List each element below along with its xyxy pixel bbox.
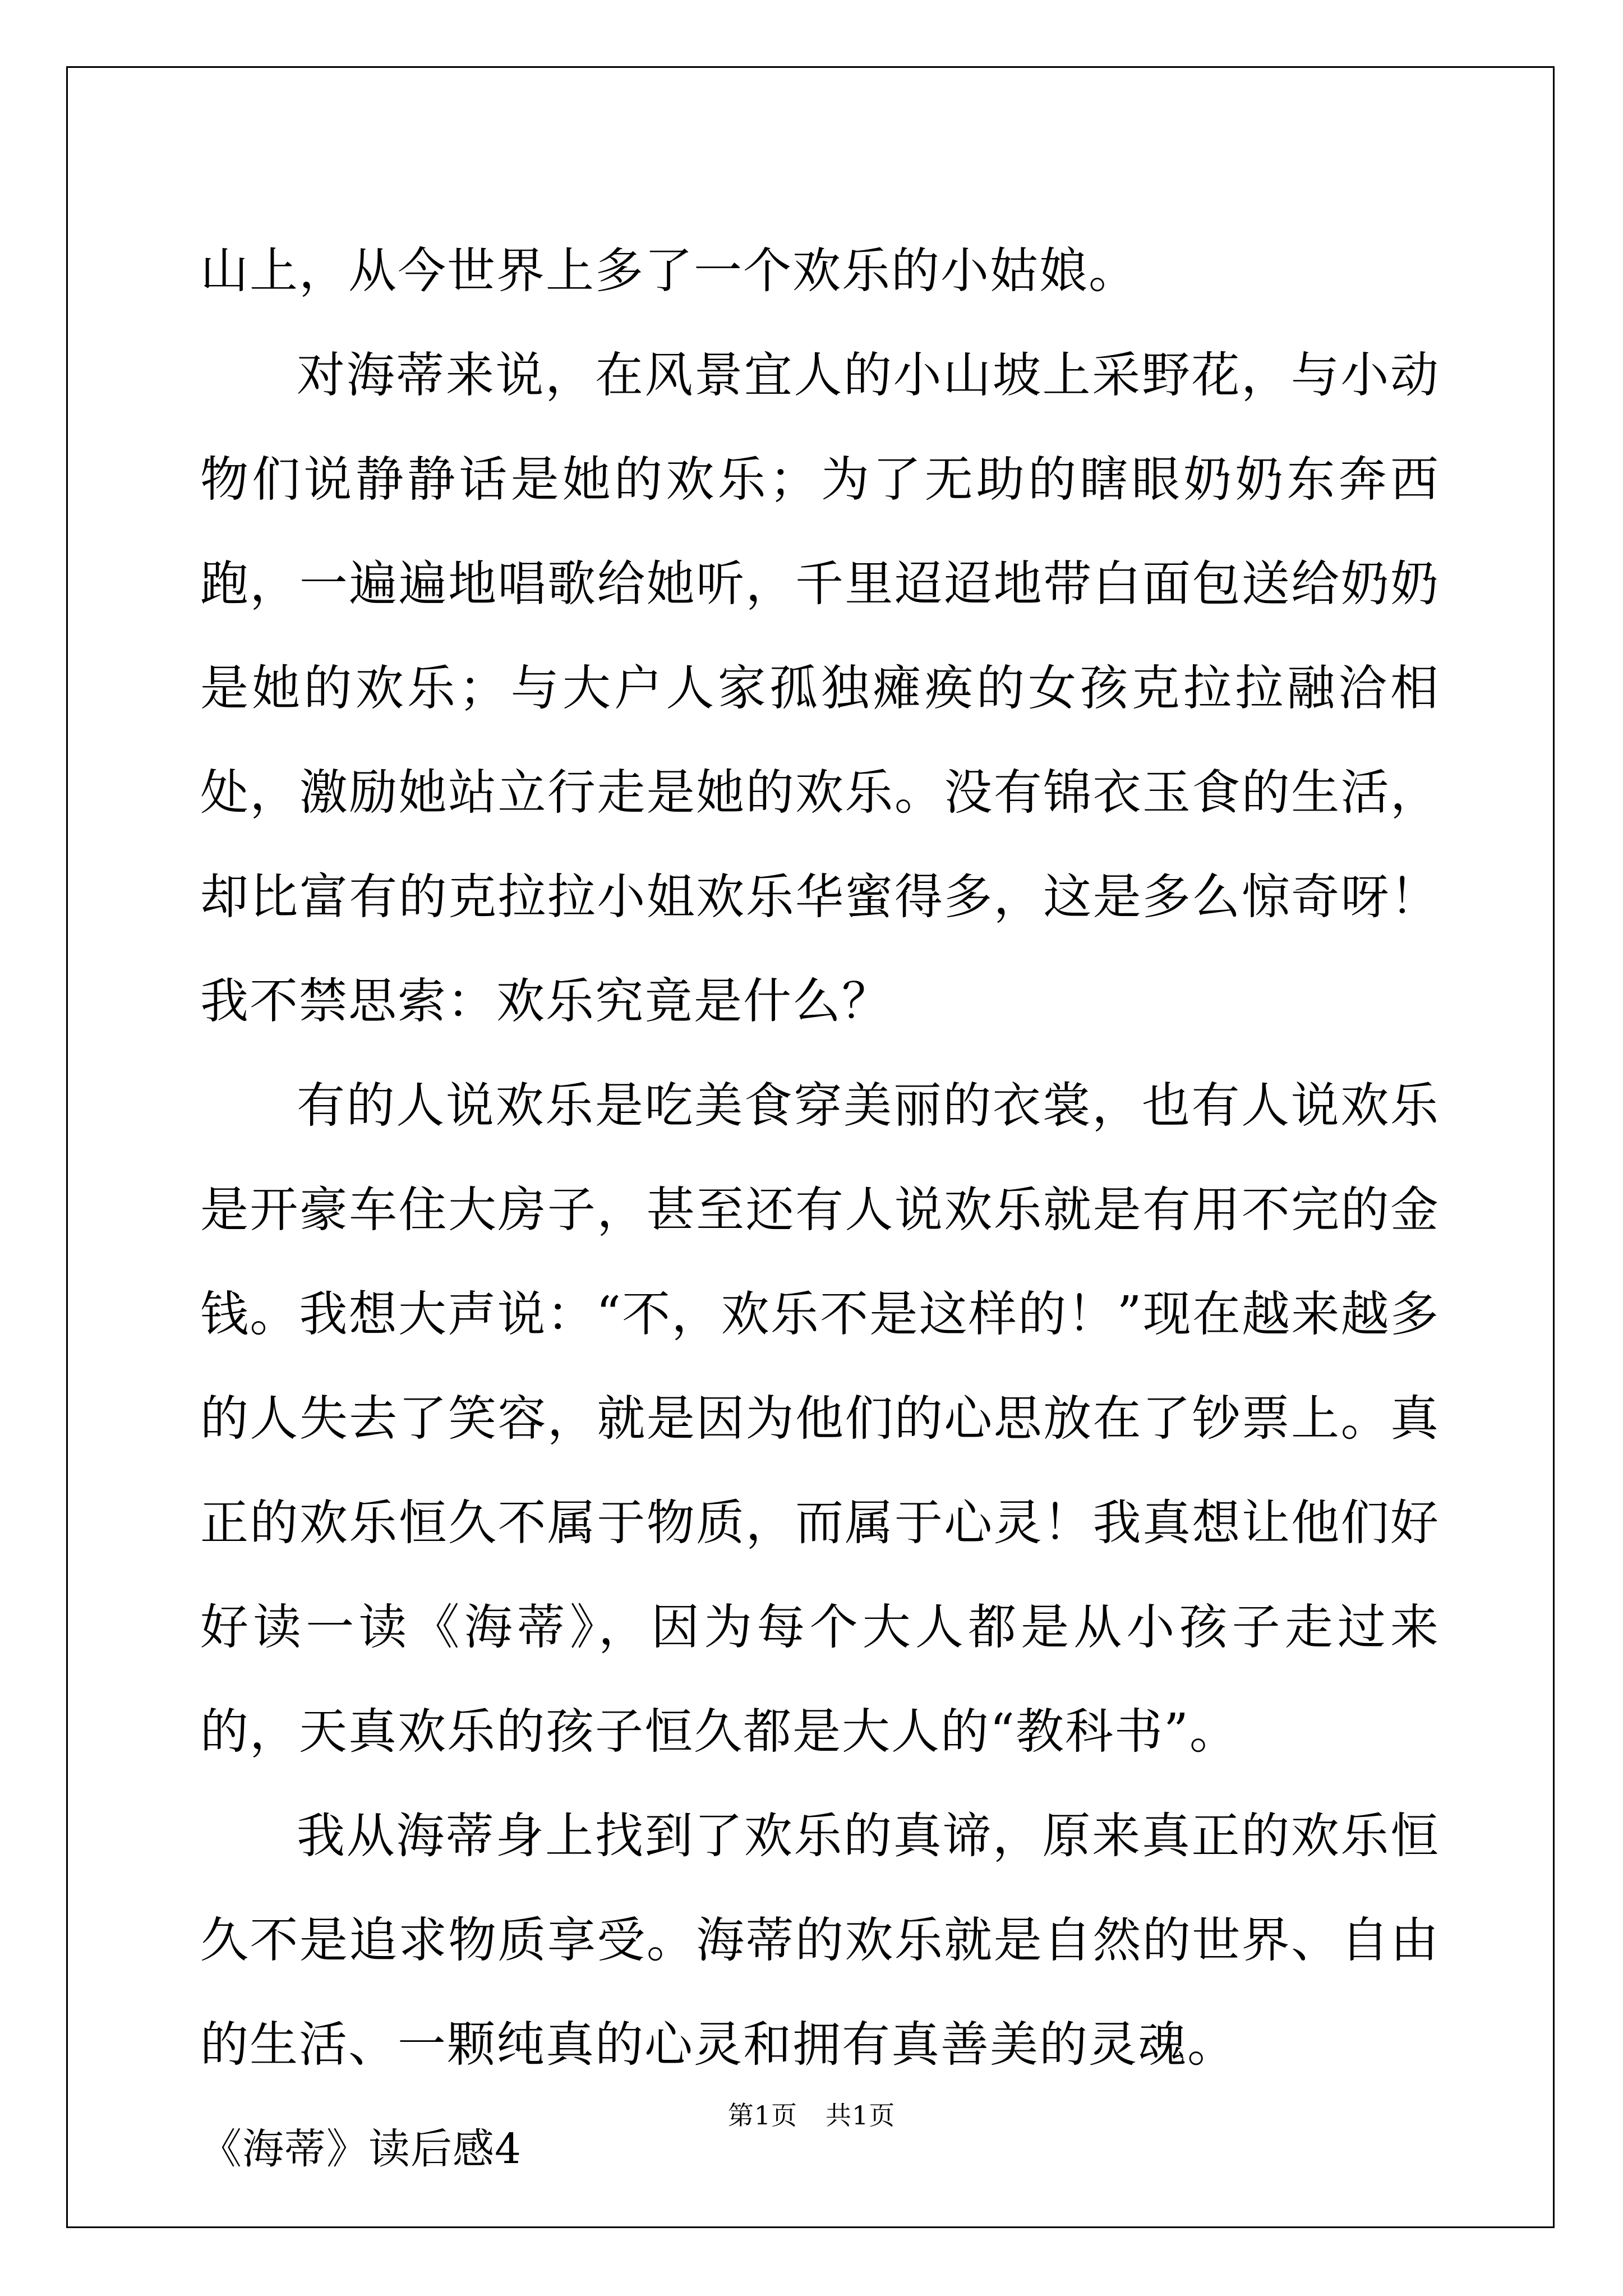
document-body	[200, 219, 1440, 2201]
paragraph-4: 我从海蒂身上找到了欢乐的真谛，原来真正的欢乐恒久不是追求物质享受。海蒂的欢乐就是自然的世界、自由的生活、一颗纯真的心灵和拥有真善美的灵魂。	[200, 1808, 1440, 2073]
paragraph-1: 山上，从今世界上多了一个欢乐的小姑娘。	[200, 243, 1138, 299]
paragraph-3: 有的人说欢乐是吃美食穿美丽的衣裳，也有人说欢乐是开豪车住大房子，甚至还有人说欢乐就是有用不完的金钱。我想大声说：“不，欢乐不是这样的！”现在越来越多的人失去了笑容，就是因为他们的心思放在了钞票上。真正的欢乐恒久不属于物质，而属于心灵！我真想让他们好好读一读《海蒂》，因为每个大人都是从小孩子走过来的，天真欢乐的孩子恒久都是大人的“教科书”。	[200, 1078, 1440, 1760]
page-number-total: 共1页	[826, 2100, 896, 2131]
page-footer	[0, 2095, 1623, 2132]
page-number-current: 第1页	[727, 2100, 797, 2131]
paragraph-2: 对海蒂来说，在风景宜人的小山坡上采野花，与小动物们说静静话是她的欢乐；为了无助的瞎眼奶奶东奔西跑，一遍遍地唱歌给她听，千里迢迢地带白面包送给奶奶是她的欢乐；与大户人家孤独瘫痪的女孩克拉拉融洽相处，激励她站立行走是她的欢乐。没有锦衣玉食的生活，却比富有的克拉拉小姐欢乐华蜜得多，这是多么惊奇呀！我不禁思索：欢乐究竟是什么？	[200, 347, 1440, 1029]
section-heading: 《海蒂》读后感4	[200, 2125, 522, 2173]
